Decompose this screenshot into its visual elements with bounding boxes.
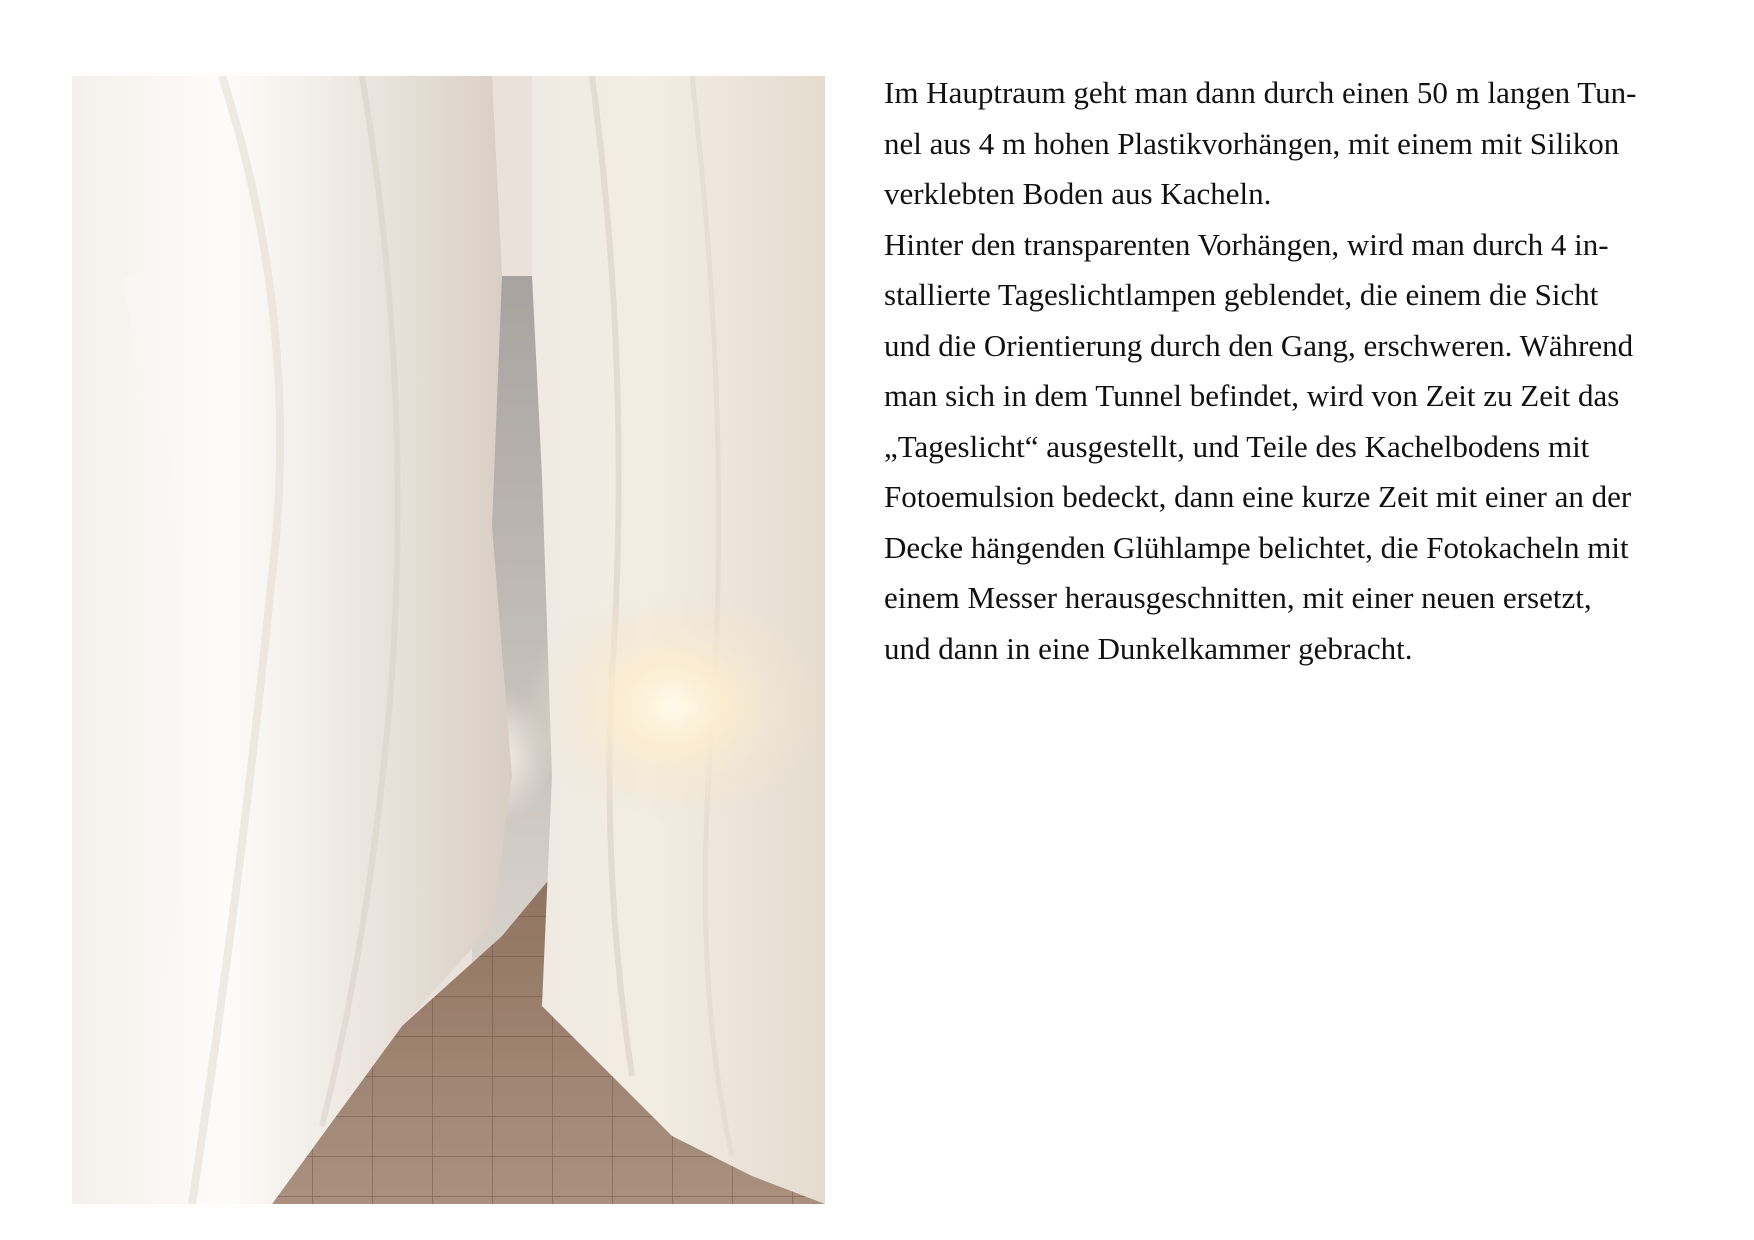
text-line: und dann in eine Dunkelkammer gebracht. xyxy=(884,630,1413,666)
text-line: einem Messer herausgeschnitten, mit einer neuen ersetzt, xyxy=(884,580,1592,615)
text-line: stallierte Tageslichtlampen geblendet, die einem die Sicht xyxy=(884,277,1599,312)
text-line: verklebten Boden aus Kacheln. xyxy=(884,176,1272,211)
text-line: Im Hauptraum geht man dann durch einen 50 m langen Tun- xyxy=(884,75,1637,110)
installation-photo xyxy=(72,76,825,1204)
text-line: nel aus 4 m hohen Plastikvorhängen, mit einem mit Silikon xyxy=(884,125,1620,161)
text-line: Decke hängenden Glühlampe belichtet, die Fotokacheln mit xyxy=(884,529,1629,565)
text-line: und die Orientierung durch den Gang, erschweren. Während xyxy=(884,327,1634,363)
body-text xyxy=(884,68,1704,674)
plastic-tunnel-image xyxy=(72,76,825,1204)
text-line: man sich in dem Tunnel befindet, wird von Zeit zu Zeit das xyxy=(884,378,1620,413)
text-line: Fotoemulsion bedeckt, dann eine kurze Zeit mit einer an der xyxy=(884,479,1632,514)
text-line: Hinter den transparenten Vorhängen, wird man durch 4 in- xyxy=(884,226,1609,262)
text-line: „Tageslicht“ ausgestellt, und Teile des Kachelbodens mit xyxy=(884,428,1590,464)
